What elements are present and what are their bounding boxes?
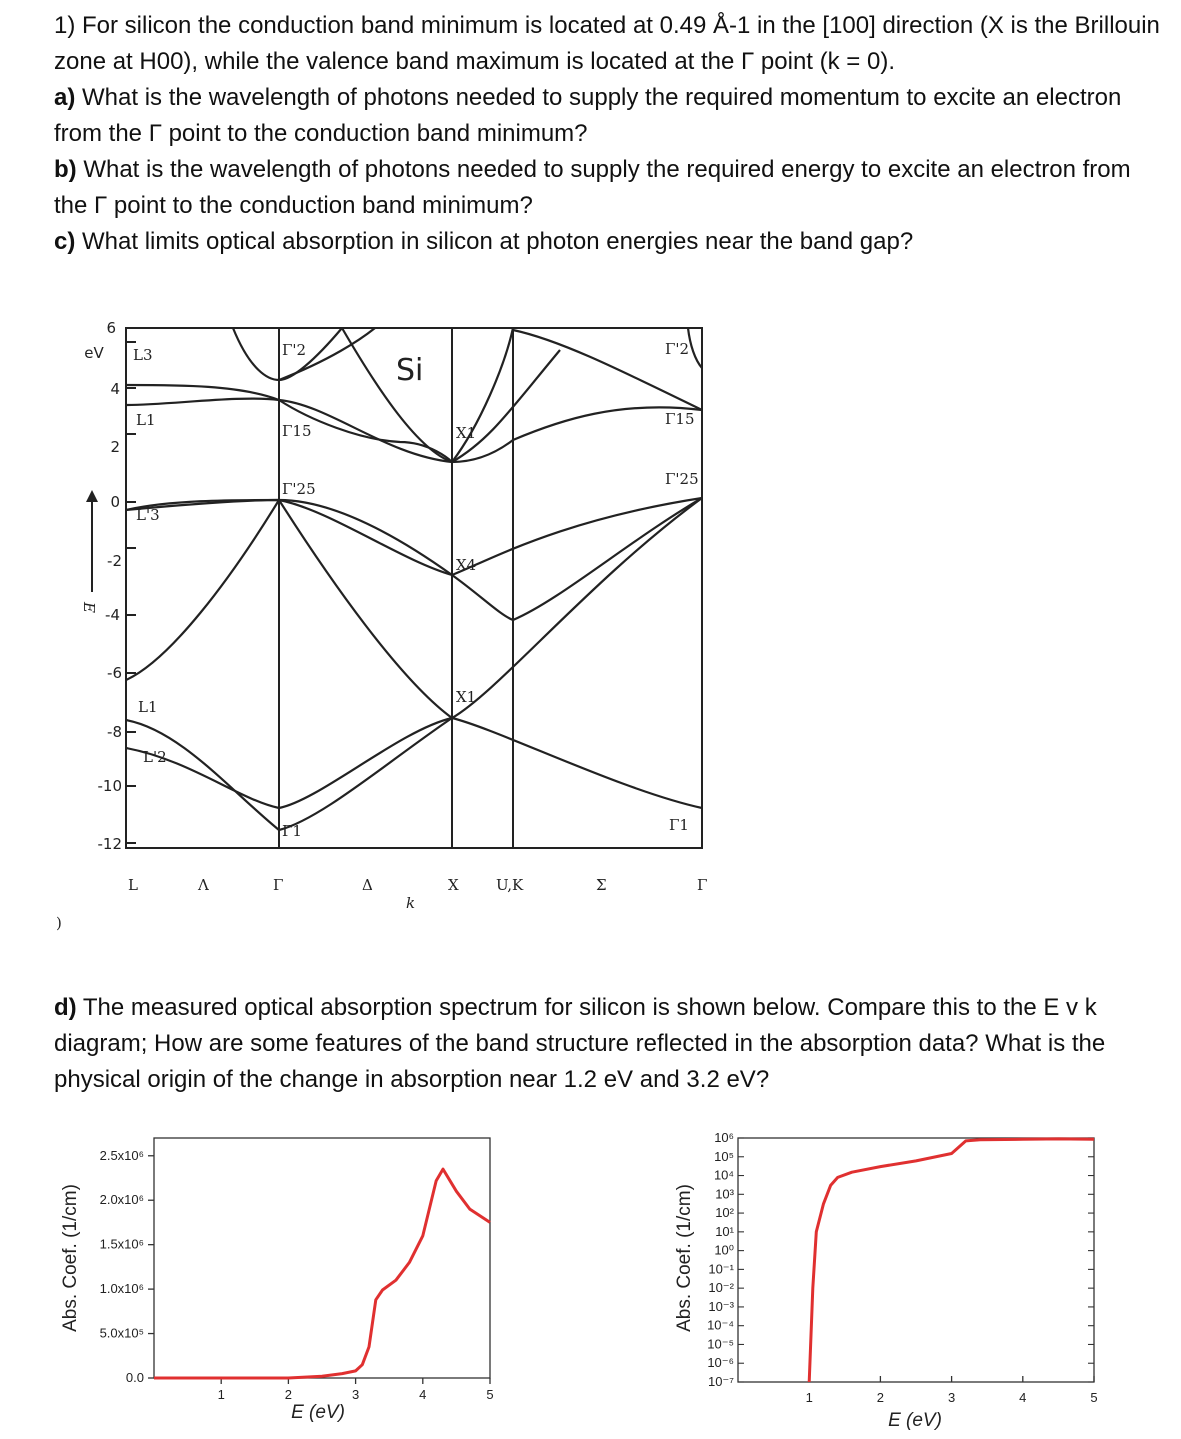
label-gamma1: Γ1 <box>282 822 302 840</box>
log-y-tick-label: 10¹ <box>715 1223 734 1239</box>
question-d-block <box>54 990 1154 1098</box>
label-gamma2p-right: Γ'2 <box>665 340 690 358</box>
log-y-tick-label: 10⁻¹ <box>708 1261 734 1277</box>
linear-x-tick-label: 1 <box>217 1387 225 1402</box>
linear-ylabel: Abs. Coef. (1/cm) <box>60 1184 81 1332</box>
k-label-lambda: Λ <box>198 876 209 894</box>
y-tick-m12: -12 <box>97 835 122 853</box>
y-tick-m4: -4 <box>105 606 120 624</box>
part-c-label: c) <box>54 228 76 255</box>
linear-plot-group <box>60 1138 494 1423</box>
log-series-line <box>809 1139 1094 1382</box>
stray-mark: ) <box>56 914 62 932</box>
label-L3p: L'3 <box>136 506 160 524</box>
linear-y-tick-label: 2.0x10⁶ <box>99 1192 144 1208</box>
log-y-tick-label: 10⁰ <box>714 1242 734 1258</box>
y-tick-m2: -2 <box>107 552 122 570</box>
k-label-delta: Δ <box>362 876 373 894</box>
k-label-X: X <box>448 876 459 894</box>
y-tick-m10: -10 <box>97 777 122 795</box>
log-y-tick-label: 10² <box>715 1205 734 1221</box>
band-vb-lowest <box>126 718 452 830</box>
energy-arrow-head <box>86 490 98 502</box>
log-x-tick-label: 2 <box>876 1390 885 1405</box>
band-y-ticks <box>126 342 136 843</box>
y-tick-m8: -8 <box>107 723 122 741</box>
log-y-tick-label: 10⁻⁵ <box>707 1336 734 1352</box>
linear-plot-ticks <box>100 1148 494 1402</box>
log-x-tick-label: 1 <box>805 1390 813 1405</box>
band-vb-second <box>126 498 702 575</box>
energy-symbol: E <box>80 602 98 613</box>
log-y-tick-label: 10⁻⁷ <box>707 1374 734 1389</box>
linear-xlabel: E (eV) <box>291 1402 345 1423</box>
log-x-tick-label: 4 <box>1019 1390 1027 1405</box>
log-x-tick-label: 3 <box>947 1390 956 1405</box>
k-label-L: L <box>128 876 138 894</box>
linear-plot-frame <box>154 1138 490 1378</box>
y-tick-m6: -6 <box>107 664 122 682</box>
linear-y-tick-label: 5.0x10⁵ <box>99 1325 144 1341</box>
k-label-gamma: Γ <box>273 876 284 894</box>
linear-y-tick-label: 1.5x10⁶ <box>99 1236 144 1252</box>
part-d-text: The measured optical absorption spectrum for silicon is shown below. Compare this to the E v k diagram; How are some features of the band structure reflected in the absorption data? What is the physical origin of the change in absorption near 1.2 eV and 3.2 eV? <box>54 994 1106 1093</box>
label-gamma25p: Γ'25 <box>282 480 316 498</box>
material-label: Si <box>396 353 424 388</box>
label-gamma15-right: Γ15 <box>665 410 695 428</box>
energy-unit: eV <box>84 344 104 362</box>
log-xlabel: E (eV) <box>888 1410 942 1431</box>
band-gamma2-right <box>688 328 702 368</box>
label-L1-top: L1 <box>136 411 156 429</box>
label-L2p: L'2 <box>143 748 167 766</box>
linear-y-tick-label: 1.0x10⁶ <box>99 1281 144 1297</box>
linear-x-tick-label: 4 <box>419 1387 427 1402</box>
log-y-tick-label: 10⁶ <box>714 1130 734 1145</box>
k-label-gamma-end: Γ <box>697 876 708 894</box>
part-c-text: What limits optical absorption in silicon at photon energies near the band gap? <box>75 228 914 255</box>
label-X1-top: X1 <box>456 424 477 442</box>
k-label-sigma: Σ <box>596 876 607 894</box>
linear-series-line <box>154 1169 490 1378</box>
log-plot-frame <box>738 1138 1094 1382</box>
linear-x-tick-label: 2 <box>284 1387 293 1402</box>
band-cb-lower <box>126 399 513 462</box>
part-d-label: d) <box>54 994 77 1021</box>
question-intro: 1) For silicon the conduction band minimum is located at 0.49 Å-1 in the [100] direction (X is the Brillouin zone at H00), while the valence band maximum is located at the Γ point (k = 0). <box>54 12 1160 75</box>
linear-x-tick-label: 3 <box>351 1387 360 1402</box>
label-gamma2p: Γ'2 <box>282 341 307 359</box>
linear-x-tick-label: 5 <box>486 1387 494 1402</box>
y-tick-2: 2 <box>110 438 120 456</box>
y-tick-0: 0 <box>110 493 120 511</box>
linear-y-tick-label: 2.5x10⁶ <box>99 1147 144 1163</box>
label-L1-bottom: L1 <box>138 698 158 716</box>
part-a-label: a) <box>54 84 76 111</box>
log-y-tick-label: 10⁻⁶ <box>707 1355 734 1371</box>
k-label-UK: U,K <box>496 876 524 894</box>
label-L3: L3 <box>133 346 153 364</box>
log-plot-ticks <box>707 1130 1098 1405</box>
log-y-tick-label: 10⁻⁴ <box>707 1317 734 1333</box>
label-X1-bottom: X1 <box>456 688 477 706</box>
log-ylabel: Abs. Coef. (1/cm) <box>674 1184 695 1332</box>
part-b-text: What is the wavelength of photons needed to supply the required energy to excite an electron from the Γ point to the conduction band minimum? <box>54 156 1131 219</box>
linear-y-tick-label: 0.0 <box>125 1370 144 1385</box>
log-y-tick-label: 10⁵ <box>714 1148 734 1164</box>
log-plot-group <box>674 1130 1098 1431</box>
y-tick-4: 4 <box>110 380 120 398</box>
log-x-tick-label: 5 <box>1090 1390 1098 1405</box>
energy-bands <box>126 328 702 830</box>
log-y-tick-label: 10⁴ <box>713 1167 734 1183</box>
label-gamma1-right: Γ1 <box>669 816 689 834</box>
label-gamma15: Γ15 <box>282 422 312 440</box>
log-y-tick-label: 10⁻³ <box>708 1298 734 1314</box>
y-tick-6: 6 <box>106 319 116 337</box>
band-vb-bottom <box>126 718 702 808</box>
band-vb-third <box>126 498 702 718</box>
part-b-label: b) <box>54 156 77 183</box>
label-X4: X4 <box>456 556 477 574</box>
part-a-text: What is the wavelength of photons needed to supply the required momentum to excite an electron from the Γ point to the conduction band minimum? <box>54 84 1122 147</box>
log-y-tick-label: 10³ <box>715 1186 734 1202</box>
log-y-tick-label: 10⁻² <box>708 1280 734 1296</box>
k-axis-label: k <box>406 894 416 912</box>
label-gamma25p-right: Γ'25 <box>665 470 699 488</box>
